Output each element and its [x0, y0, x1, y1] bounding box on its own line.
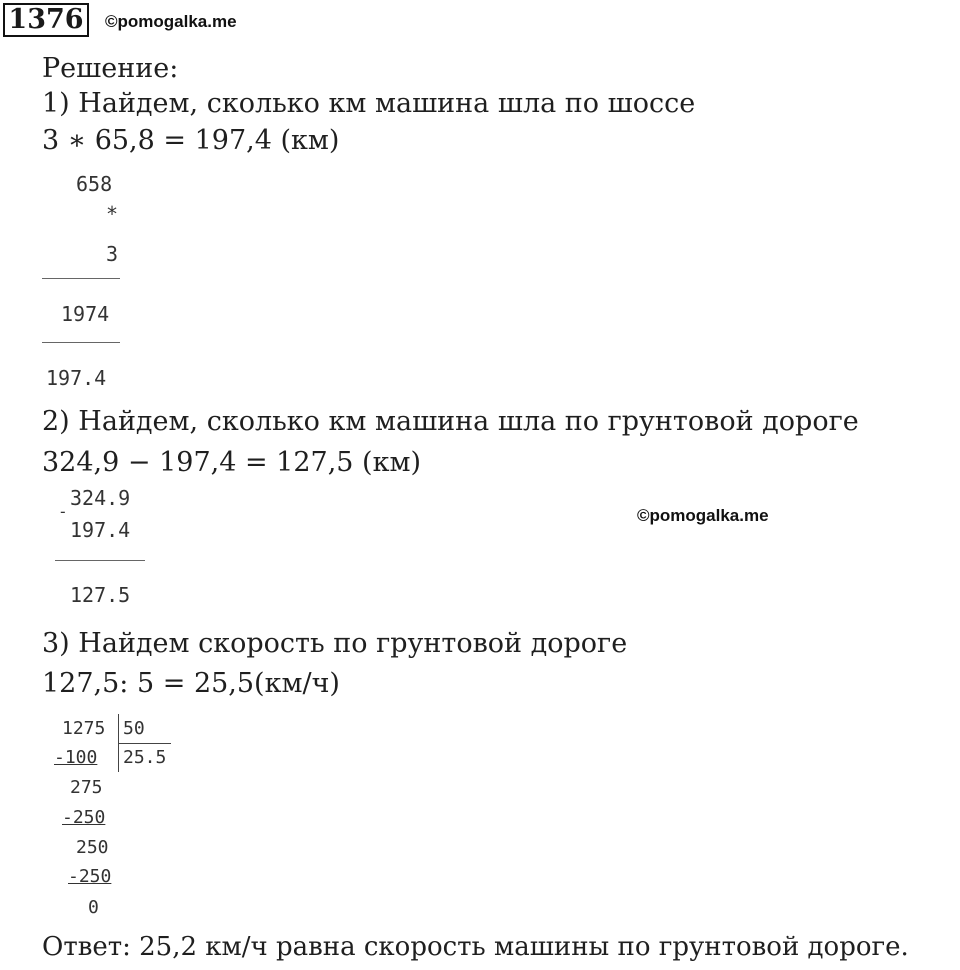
- step1-calc-partial: 1974: [61, 302, 110, 326]
- problem-number: 1376: [3, 3, 89, 37]
- step1-rule-2: [42, 342, 120, 343]
- step3-divisor-rule: [119, 743, 171, 744]
- watermark-top: ©pomogalka.me: [105, 12, 237, 31]
- step2-rule: [55, 560, 145, 561]
- step1-calc-op: *: [106, 202, 119, 226]
- step3-equation: 127,5: 5 = 25,5(км/ч): [42, 668, 340, 699]
- step1-calc-top: 658: [76, 172, 113, 196]
- step1-heading: 1) Найдем, сколько км машина шла по шоссе: [42, 88, 696, 119]
- step2-heading: 2) Найдем, сколько км машина шла по грунтовой дороге: [42, 406, 859, 437]
- step3-divisor: 50: [123, 718, 145, 739]
- step2-calc-sign: -: [58, 502, 68, 521]
- step3-row-6: 0: [88, 897, 99, 918]
- step2-calc-minuend: 324.9: [70, 486, 131, 510]
- step1-rule-1: [42, 278, 120, 279]
- step1-equation: 3 ∗ 65,8 = 197,4 (км): [42, 125, 340, 156]
- step3-row-5: -250: [68, 866, 112, 887]
- step1-calc-mult: 3: [106, 242, 119, 266]
- step3-row-3: -250: [62, 807, 106, 828]
- step2-calc-result: 127.5: [70, 583, 131, 607]
- step3-quotient: 25.5: [123, 747, 167, 768]
- step3-row-1: -100: [54, 747, 98, 768]
- step1-calc-result: 197.4: [46, 366, 107, 390]
- step2-calc-subtrahend: 197.4: [70, 518, 131, 542]
- solution-title: Решение:: [42, 53, 179, 84]
- watermark-middle: ©pomogalka.me: [637, 506, 769, 525]
- step2-equation: 324,9 − 197,4 = 127,5 (км): [42, 447, 421, 478]
- step3-row-2: 275: [70, 777, 103, 798]
- step3-heading: 3) Найдем скорость по грунтовой дороге: [42, 628, 628, 659]
- answer: Ответ: 25,2 км/ч равна скорость машины по грунтовой дороге.: [42, 932, 909, 962]
- step3-row-4: 250: [76, 837, 109, 858]
- step3-dividend: 1275: [62, 718, 106, 739]
